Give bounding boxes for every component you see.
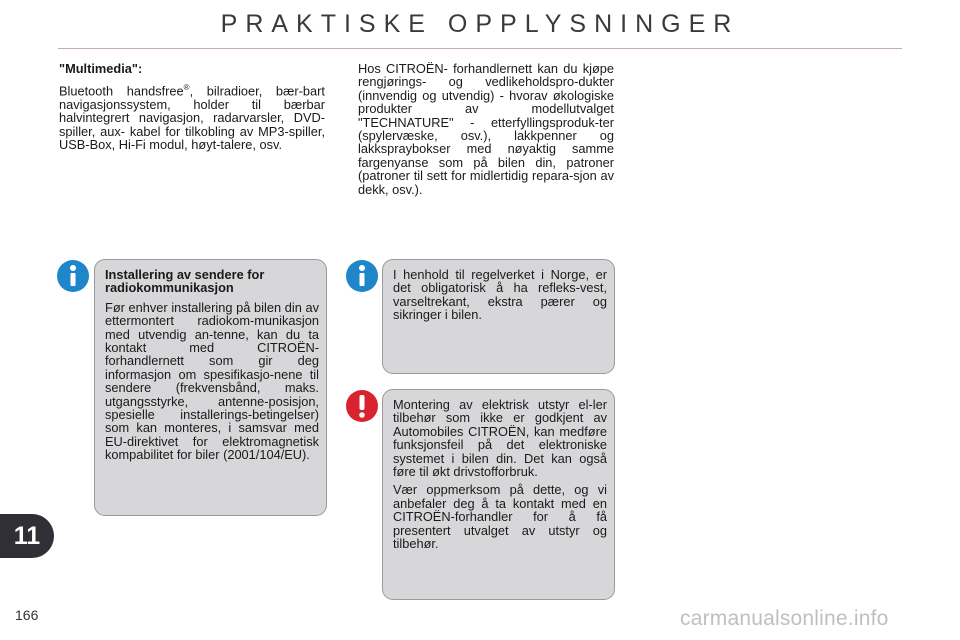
warning-text-2: Vær oppmerksom på dette, og vi anbefaler deg å ta kontakt med en CITROËN-forhandler for å få presentert utvalget av utstyr og tilbehør. (393, 482, 607, 552)
warning-text-1: Montering av elektrisk utstyr el-ler tilbehør som ikke er godkjent av Automobiles CITROËN, kan medføre funksjonsfeil på det elektroniske systemet i bilen din. Det kan også føre til økt drivstofforbruk. (393, 397, 607, 480)
info-box-heading: Installering av sendere for radiokommunikasjon (105, 267, 265, 296)
page-number: 166 (15, 607, 39, 623)
page-title: PRAKTISKE OPPLYSNINGER (220, 10, 740, 38)
info-box-transmitters (94, 259, 327, 516)
dealer-section (358, 62, 614, 201)
multimedia-heading: "Multimedia": (59, 61, 143, 76)
header-divider (58, 48, 902, 49)
info-icon (345, 259, 379, 293)
dealer-text: Hos CITROËN- forhandlernett kan du kjøpe rengjørings- og vedlikeholdspro-dukter (innvendig og utvendig) - hvorav økologiske produkter av modellutvalget "TECHNATURE" - etterfyllingsproduk-ter (spylervæske, osv.), lakkpenner og lakkspraybokser med nøyaktig samme fargenyanse som på bilen din, patroner (patroner til sett for midlertidig repara-sjon av dekk, osv.). (358, 61, 614, 197)
warning-icon (345, 389, 379, 423)
multimedia-text: Bluetooth handsfree®, bilradioer, bær-bart navigasjonssystem, holder til bærbar halvintegrert navigasjon, radarvarsler, DVD-spiller, aux- kabel for tilkobling av MP3-spiller, USB-Box, Hi-Fi modul, høyt-talere, osv. (59, 83, 325, 153)
warning-box (382, 389, 615, 600)
info-box-norway-text: I henhold til regelverket i Norge, er det obligatorisk å ha refleks-vest, varseltrekant, ekstra pærer og sikringer i bilen. (393, 267, 607, 323)
multimedia-section (59, 62, 325, 157)
info-box-text: Før enhver installering på bilen din av ettermontert radiokom-munikasjon med utvendig an-tenne, kan du ta kontakt med CITROËN-forhandlernett som gir deg informasjon om spesifikasjo-nene til sendere (frekvensbånd, maks. utgangsstyrke, antenne-posisjon, spesielle installerings-betingelser) som kan monteres, i samsvar med EU-direktivet for elektromagnetisk kompabilitet for biler (2001/104/EU). (105, 299, 319, 463)
watermark: carmanualsonline.info (680, 607, 889, 630)
info-box-norway (382, 259, 615, 374)
chapter-tab: 11 (0, 514, 54, 558)
info-icon (56, 259, 90, 293)
